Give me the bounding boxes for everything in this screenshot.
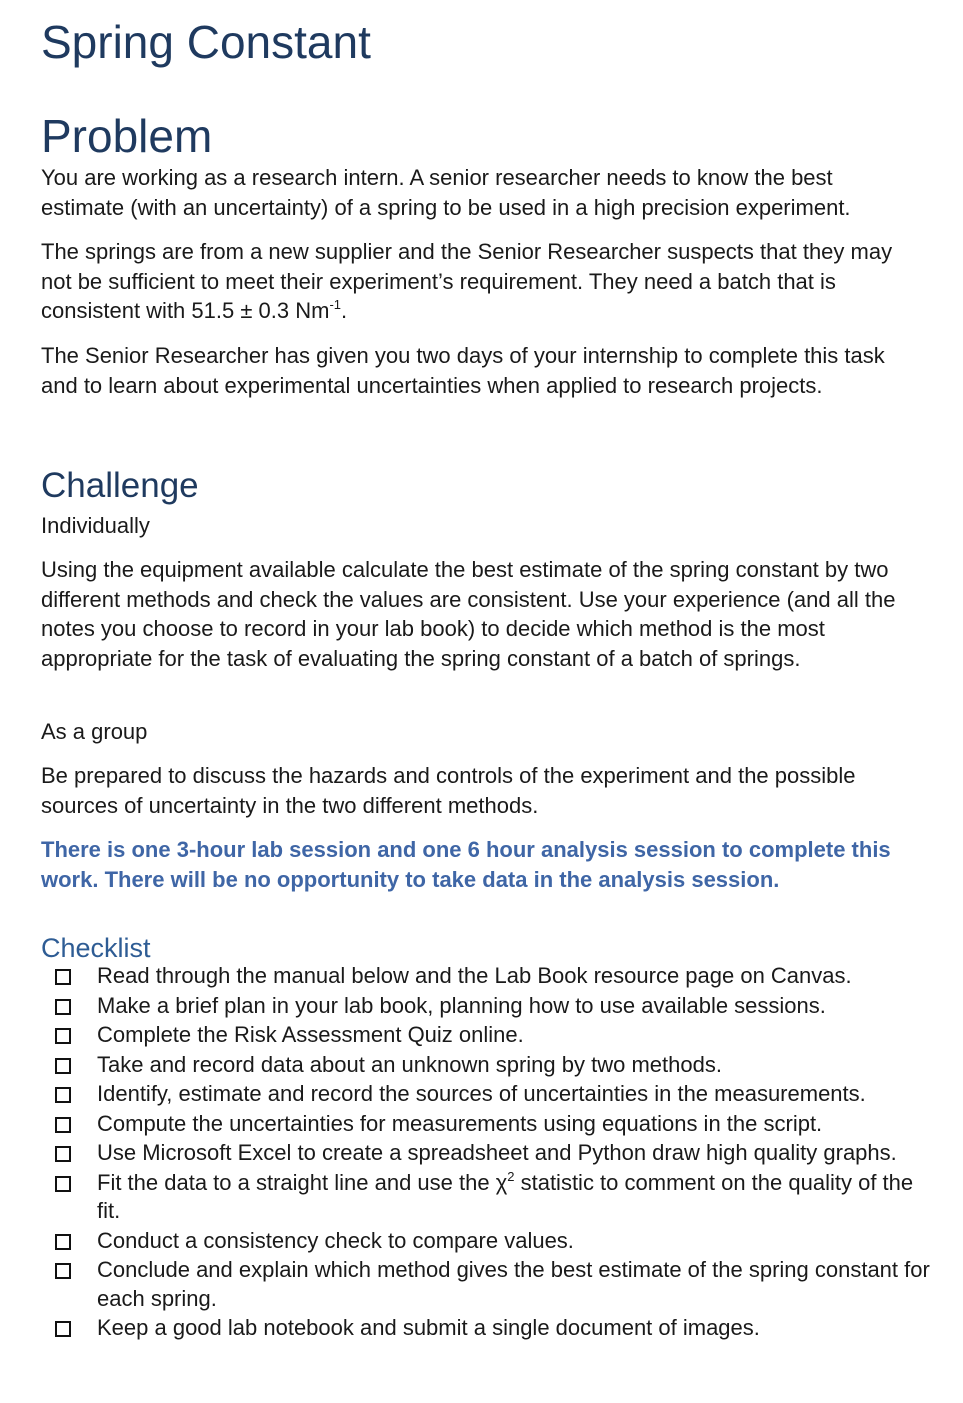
checklist-item: Take and record data about an unknown spring by two methods.: [55, 1051, 935, 1080]
challenge-individually-label: Individually: [41, 513, 150, 538]
checkbox-icon[interactable]: [55, 999, 71, 1015]
challenge-group-label: As a group: [41, 719, 148, 744]
challenge-heading: Challenge: [41, 466, 199, 505]
checkbox-icon[interactable]: [55, 1146, 71, 1162]
checkbox-icon[interactable]: [55, 969, 71, 985]
checklist-item: Conduct a consistency check to compare values.: [55, 1227, 935, 1256]
checkbox-icon[interactable]: [55, 1058, 71, 1074]
checklist-item: Compute the uncertainties for measurements using equations in the script.: [55, 1110, 935, 1139]
checklist-item: Complete the Risk Assessment Quiz online.: [55, 1021, 935, 1050]
checkbox-icon[interactable]: [55, 1117, 71, 1133]
checkbox-icon[interactable]: [55, 1087, 71, 1103]
checklist-item: Read through the manual below and the Lab Book resource page on Canvas.: [55, 962, 935, 991]
challenge-section: [41, 465, 921, 507]
challenge-paragraph-2: Be prepared to discuss the hazards and controls of the experiment and the possible sources of uncertainty in the two different methods.: [41, 763, 856, 818]
checklist-item: Keep a good lab notebook and submit a single document of images.: [55, 1314, 935, 1343]
checklist-heading-wrap: [41, 932, 921, 964]
checklist-item: Make a brief plan in your lab book, planning how to use available sessions.: [55, 992, 935, 1021]
problem-paragraph-3: The Senior Researcher has given you two days of your internship to complete this task and to learn about experimental uncertainties when applied to research projects.: [41, 343, 885, 398]
problem-paragraph-1: You are working as a research intern. A senior researcher needs to know the best estimate (with an uncertainty) of a spring to be used in a high precision experiment.: [41, 165, 851, 220]
page-title: Spring Constant: [41, 16, 371, 68]
session-notice: There is one 3-hour lab session and one 6 hour analysis session to complete this work. There will be no opportunity to take data in the analysis session.: [41, 837, 891, 892]
checkbox-icon[interactable]: [55, 1176, 71, 1192]
challenge-paragraph-1: Using the equipment available calculate the best estimate of the spring constant by two different methods and check the values are consistent. Use your experience (and all the notes you choose to record in your lab book) to decide which method is the most appropriate for the task of evaluating the spring constant of a batch of springs.: [41, 557, 896, 671]
checkbox-icon[interactable]: [55, 1234, 71, 1250]
problem-paragraph-2: The springs are from a new supplier and the Senior Researcher suspects that they may not be sufficient to meet their experiment’s requirement. They need a batch that is consistent with 51.5 ± 0.3 $Nm^{-1}$.: [41, 239, 893, 323]
checklist-item-chi-squared: Fit the data to a straight line and use the $\chi^2$ statistic to comment on the quality of the fit.: [55, 1169, 935, 1226]
checklist-item: Identify, estimate and record the sources of uncertainties in the measurements.: [55, 1080, 935, 1109]
checklist: [55, 962, 935, 1344]
problem-heading: Problem: [41, 110, 213, 162]
checkbox-icon[interactable]: [55, 1028, 71, 1044]
checklist-item: Conclude and explain which method gives the best estimate of the spring constant for each spring.: [55, 1256, 935, 1313]
checkbox-icon[interactable]: [55, 1321, 71, 1337]
checklist-item: Use Microsoft Excel to create a spreadsheet and Python draw high quality graphs.: [55, 1139, 935, 1168]
checkbox-icon[interactable]: [55, 1263, 71, 1279]
checklist-heading: Checklist: [41, 933, 151, 963]
